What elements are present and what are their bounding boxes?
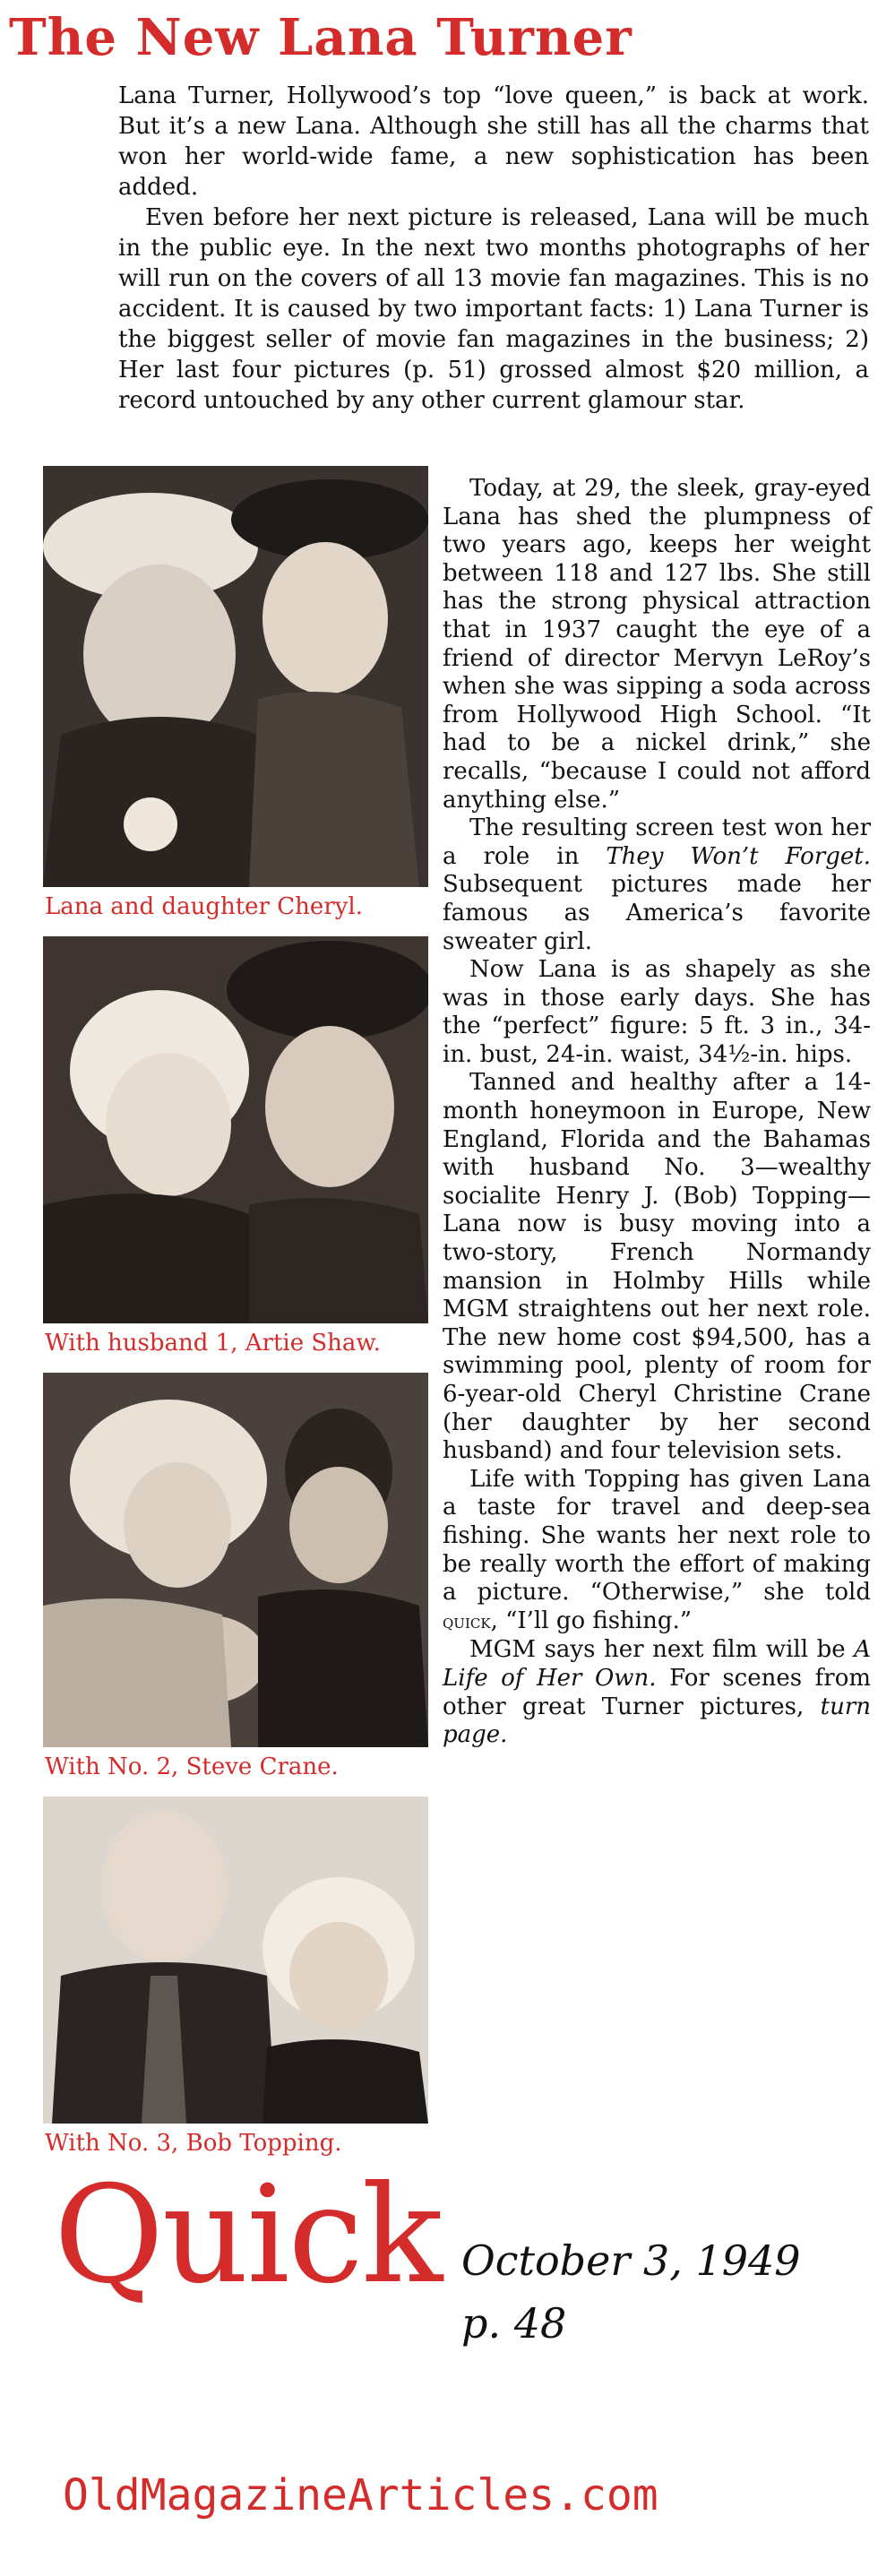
- photo-artie-shaw: [43, 936, 428, 1323]
- p5-brand: quick: [443, 1610, 491, 1633]
- photo-block-bob-topping: [43, 1796, 428, 2163]
- photo-block-cheryl: [43, 466, 428, 926]
- photo-steve-crane: [43, 1373, 428, 1747]
- intro-paragraph-1: Lana Turner, Hollywood’s top “love queen,” is back at work. But it’s a new Lana. Although she still has all the charms that won her world-wide fame, a new sophistication has been added.: [118, 82, 869, 201]
- photo-bob-topping: [43, 1796, 428, 2124]
- magazine-masthead: Quick: [54, 2158, 442, 2313]
- photo-lana-and-cheryl: [43, 466, 428, 887]
- column-paragraph-4: Tanned and healthy after a 14-month honeymoon in Europe, New England, Florida and the Bahamas with husband No. 3—wealthy socialite Henry J. (Bob) Topping—Lana now is busy moving into a two-story, French Normandy mansion in Holmby Hills while MGM straightens out her next role. The new home cost $94,500, has a swimming pool, plenty of room for 6-year-old Cheryl Christine Crane (her daughter by her second husband) and four television sets.: [443, 1069, 871, 1465]
- column-paragraph-5: [443, 1466, 871, 1637]
- caption-steve-crane: With No. 2, Steve Crane.: [45, 1753, 339, 1780]
- p5-start: Life with Topping has given Lana a taste for travel and deep-sea fishing. She wants her next role to be really worth the effort of making a picture. “Otherwise,” she told: [443, 1465, 871, 1607]
- site-watermark: OldMagazineArticles.com: [63, 2470, 658, 2520]
- p2-title: They Won’t Forget.: [606, 842, 871, 870]
- p6-link: turn page.: [443, 1693, 871, 1749]
- headline: The New Lana Turner: [9, 8, 633, 67]
- p6-start: MGM says her next film will be: [469, 1636, 855, 1664]
- p5-end: , “I’ll go fishing.”: [490, 1607, 693, 1634]
- photo-block-artie-shaw: [43, 936, 428, 1363]
- photo-block-steve-crane: [43, 1373, 428, 1787]
- intro-text: [118, 81, 869, 416]
- caption-bob-topping: With No. 3, Bob Topping.: [45, 2130, 342, 2157]
- intro-paragraph-2: Even before her next picture is released, Lana will be much in the public eye. In the next two months photographs of her will run on the covers of all 13 movie fan magazines. This is no accident. It is caused by two important facts: 1) Lana Turner is the biggest seller of movie fan magazines in the business; 2) Her last four pictures (p. 51) grossed almost $20 million, a record untouched by any other current glamour star.: [118, 204, 869, 414]
- column-paragraph-2: [443, 814, 871, 956]
- caption-cheryl: Lana and daughter Cheryl.: [45, 893, 363, 920]
- p2-start: The resulting screen test won her a role in: [443, 814, 871, 870]
- column-paragraph-6: [443, 1636, 871, 1749]
- p2-end: Subsequent pictures made her famous as America’s favorite sweater girl.: [443, 871, 871, 955]
- caption-artie-shaw: With husband 1, Artie Shaw.: [45, 1330, 381, 1357]
- p6-mid: For scenes from other great Turner pictures,: [443, 1664, 872, 1720]
- column-paragraph-3: Now Lana is as shapely as she was in those early days. She has the “perfect” figure: 5 ft. 3 in., 34-in. bust, 24-in. waist, 34½-in. hips.: [443, 956, 871, 1068]
- column-paragraph-1: Today, at 29, the sleek, gray-eyed Lana has shed the plumpness of two years ago, keeps her weight between 118 and 127 lbs. She still has the strong physical attraction that in 1937 caught the eye of a friend of director Mervyn LeRoy’s when she was sipping a soda across from Hollywood High School. “It had to be a nickel drink,” she recalls, “because I could not afford anything else.”: [443, 475, 871, 814]
- issue-date: October 3, 1949: [461, 2236, 801, 2285]
- issue-page: p. 48: [461, 2299, 567, 2348]
- p6-title: A Life of Her Own.: [443, 1636, 871, 1692]
- article-column-top: [443, 475, 871, 1750]
